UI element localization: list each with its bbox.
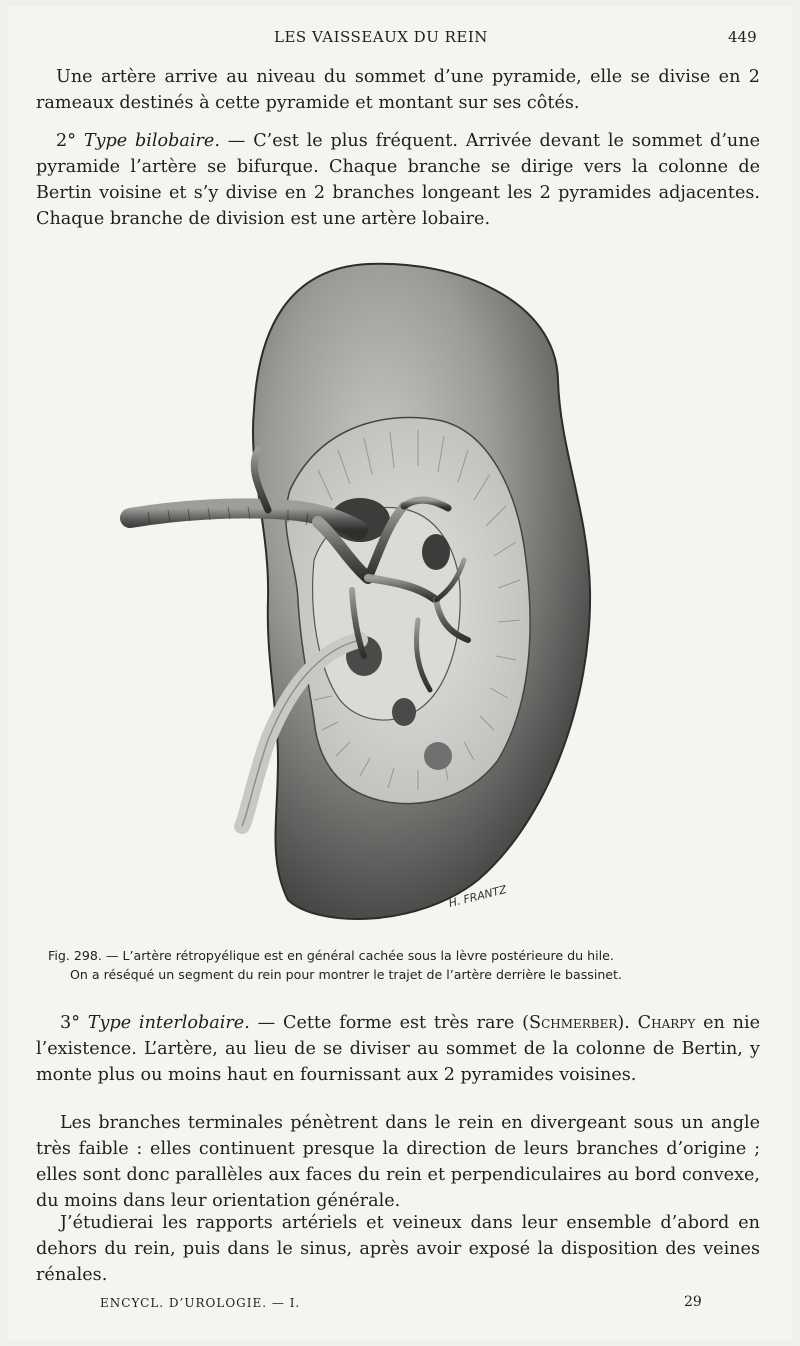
- sheet-number: 29: [684, 1294, 702, 1310]
- paragraph-type-interlobaire: [36, 1010, 760, 1088]
- running-title: LES VAISSEAUX DU REIN: [274, 28, 488, 46]
- calyx-cavity: [422, 534, 450, 570]
- section-title-interlobaire: Type interlobaire.: [87, 1013, 250, 1033]
- calyx-cavity: [392, 698, 416, 726]
- paragraph-study-plan: J’étudierai les rapports artériels et veineux dans leur ensemble d’abord en dehors du rein, puis dans le sinus, après avoir exposé la disposition des veines rénales.: [36, 1213, 760, 1285]
- page-header: [0, 28, 800, 52]
- paragraph-terminal-branches: Les branches terminales pénètrent dans le rein en divergeant sous un angle très faible : elles continuent presque la direction de leurs branches d’origine ; elles sont donc parallèles aux faces du rein et perpendiculaires au bord convexe, du moins dans leur orientation générale.: [36, 1113, 760, 1211]
- artist-signature: H. FRANTZ: [447, 883, 508, 910]
- caption-line-1: Fig. 298. — L’artère rétropyélique est en général cachée sous la lèvre postérieure du hile.: [48, 948, 614, 963]
- paragraph-body: — C’est le plus fréquent. Arrivée devant le sommet d’une pyramide l’artère se bifurque. Chaque branche se dirige vers la colonne de Bertin voisine et s’y divise en 2 branches longeant les 2 pyramides adjacentes. Chaque branche de division est une artère lobaire.: [36, 131, 760, 229]
- section-number: 2°: [56, 131, 84, 151]
- figure-caption: [48, 946, 768, 984]
- calyx-cavity: [424, 742, 452, 770]
- page-footer: [0, 1296, 800, 1316]
- paragraph-body: en nie l’existence. L’artère, au lieu de se diviser au sommet de la colonne de Bertin, y monte plus ou moins haut en fournissant aux 2 pyramides voisines.: [36, 1013, 760, 1085]
- caption-line-2: On a réséqué un segment du rein pour montrer le trajet de l’artère derrière le bassinet.: [70, 967, 622, 982]
- section-number: 3°: [60, 1013, 88, 1033]
- paragraph-body: — Cette forme est très rare (: [249, 1013, 530, 1033]
- kidney-illustration: [118, 260, 598, 928]
- section-title-bilobaire: Type bilobaire.: [83, 131, 220, 151]
- page-number: 449: [728, 28, 757, 46]
- paragraph-body: ).: [617, 1013, 638, 1033]
- author-name: Schmerber: [529, 1013, 618, 1033]
- author-name: Charpy: [637, 1013, 696, 1033]
- footer-signature: ENCYCL. D’UROLOGIE. — I.: [100, 1296, 301, 1310]
- paragraph-intro: Une artère arrive au niveau du sommet d’une pyramide, elle se divise en 2 rameaux destinés à cette pyramide et montant sur ses côtés.: [36, 67, 760, 113]
- paragraph-type-bilobaire: [36, 128, 760, 232]
